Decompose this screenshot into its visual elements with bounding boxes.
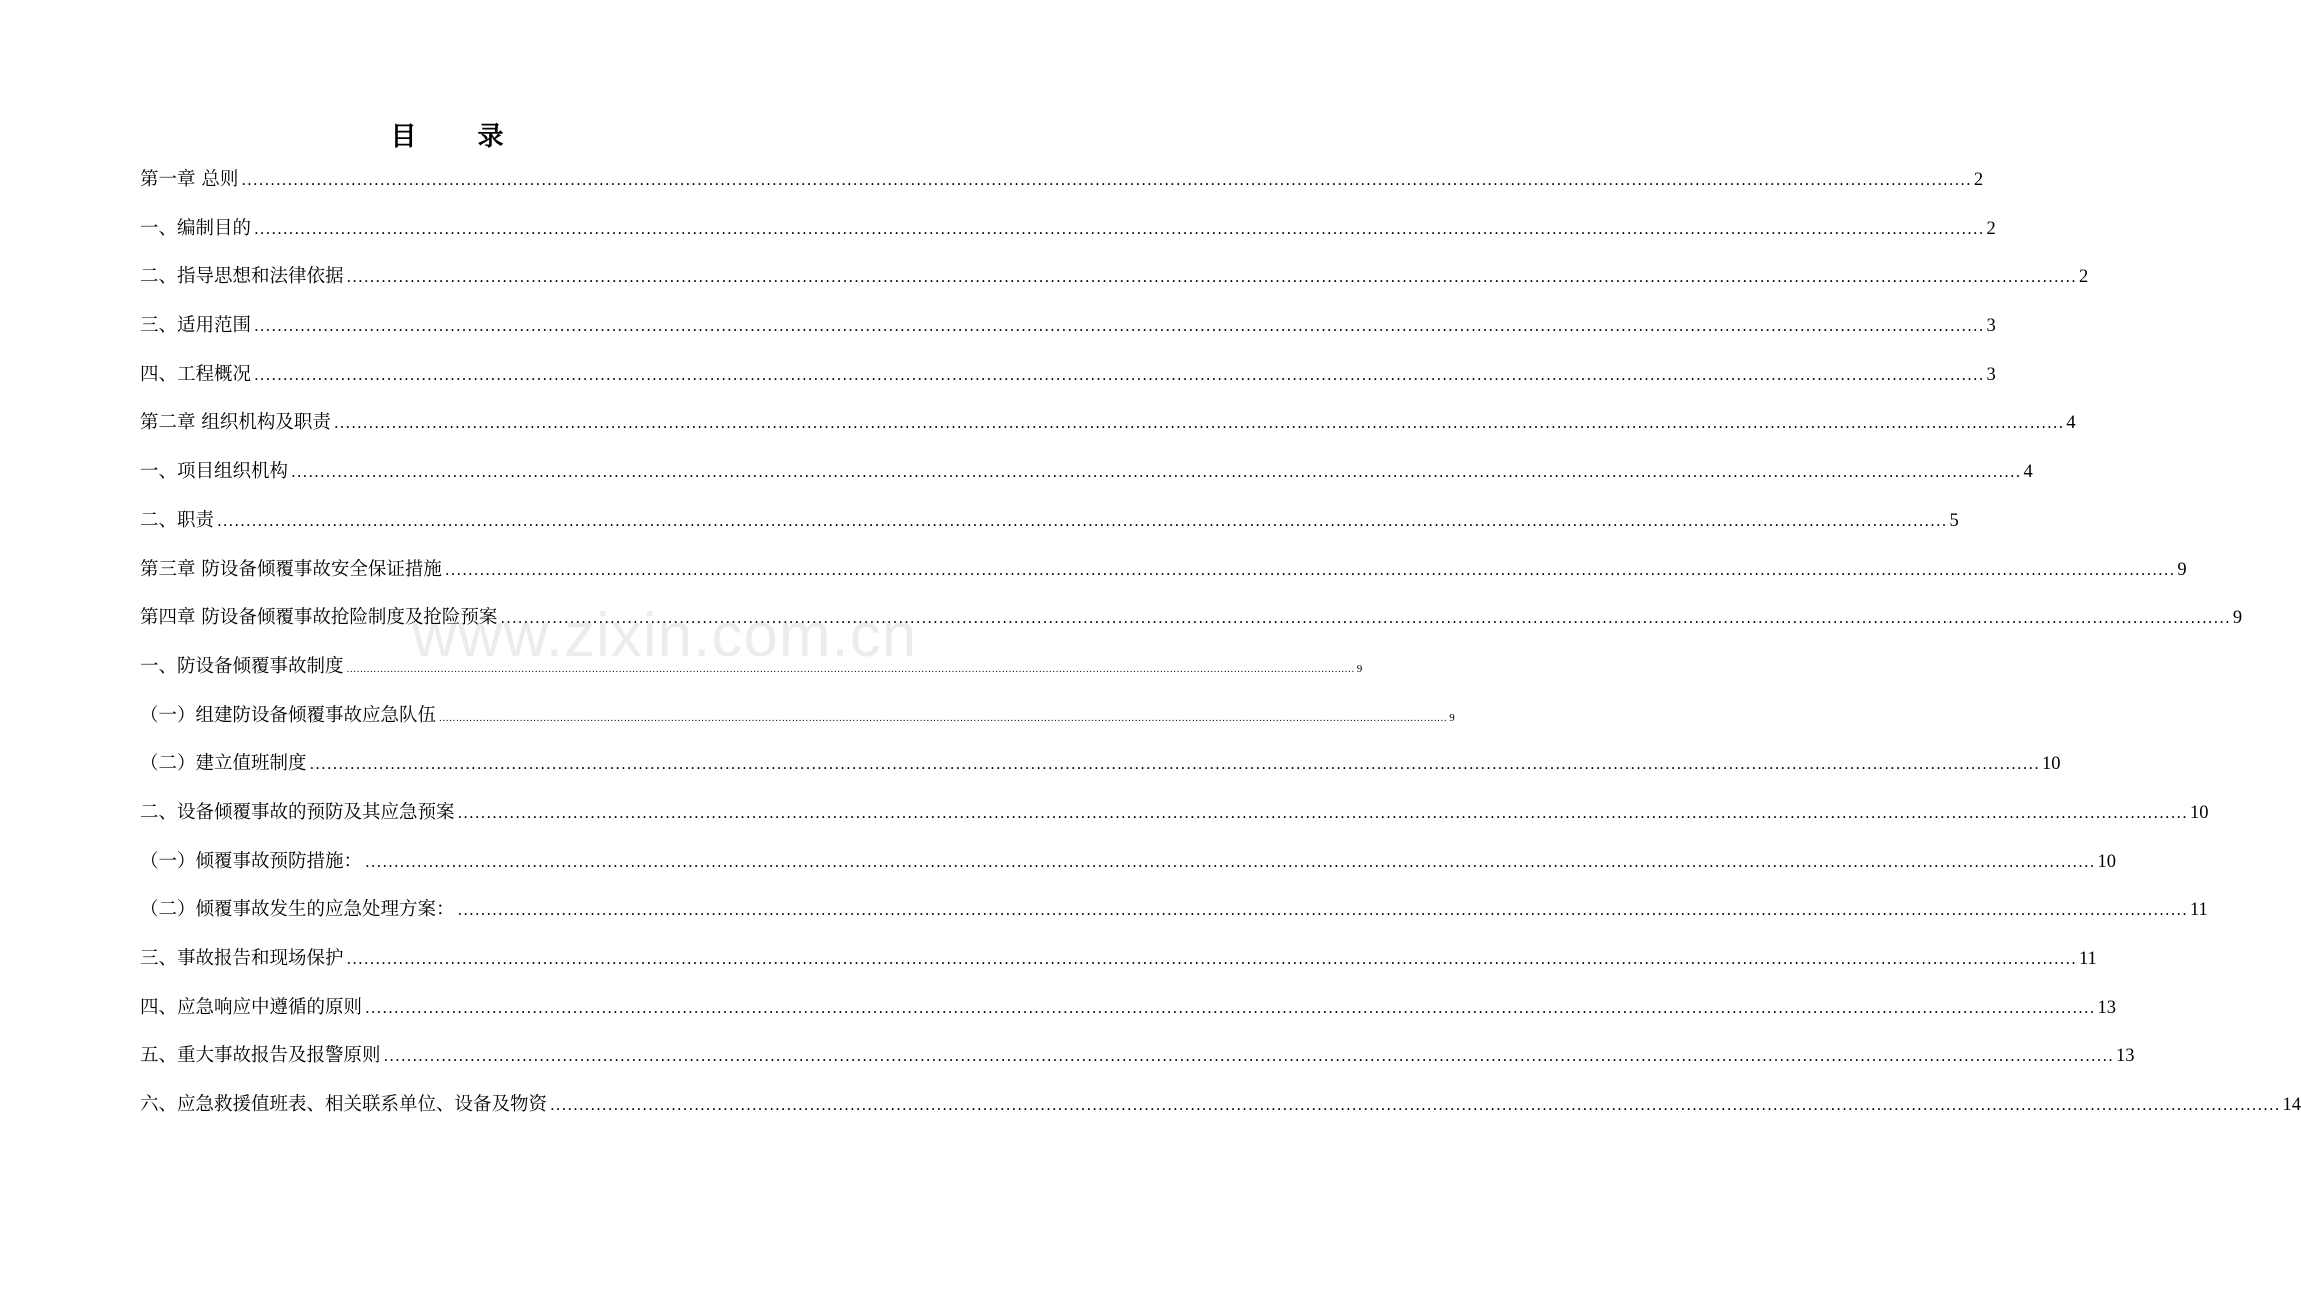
- toc-entry-label: 一、项目组织机构: [140, 461, 289, 483]
- toc-title: 目 录: [390, 122, 530, 152]
- toc-entry-page: 9: [2232, 608, 2243, 629]
- dot-leader: ............................................................................................................................................................................................................................................................................................................: [365, 998, 2096, 1017]
- toc-entry[interactable]: [140, 1036, 2135, 1085]
- toc-entry-label: 二、设备倾覆事故的预防及其应急预案: [140, 801, 455, 823]
- table-of-contents: [140, 160, 2301, 1134]
- dot-leader: ............................................................................................................................................................................................................................................................................................................: [291, 463, 2022, 482]
- dot-leader: ............................................................................................................................................................................................................................................................................................................: [550, 1096, 2281, 1115]
- toc-entry-label: （二）建立值班制度: [140, 753, 307, 775]
- dot-leader: ............................................................................................................................................................................................................................................................................................................: [254, 219, 1985, 238]
- dot-leader: ............................................................................................................................................................................................................................................................................................................: [383, 1047, 2114, 1066]
- toc-entry-label: 四、应急响应中遵循的原则: [140, 996, 363, 1018]
- dot-leader: ............................................................................................................................................................................................................................................................................................................: [500, 609, 2231, 628]
- toc-entry-page: 3: [1986, 364, 1996, 385]
- toc-entry[interactable]: [140, 842, 2116, 891]
- toc-entry-label: 三、适用范围: [140, 315, 252, 337]
- toc-entry[interactable]: [140, 696, 1455, 745]
- toc-entry-label: 五、重大事故报告及报警原则: [140, 1045, 381, 1067]
- dot-leader: ............................................................................................................................................................................................................................................................................................................: [241, 171, 1972, 189]
- dot-leader: ............................................................................................................................................................................................................................................................................................................: [254, 317, 1985, 336]
- toc-entry-label: 第一章 总则: [140, 169, 239, 190]
- toc-entry-label: （一）组建防设备倾覆事故应急队伍: [140, 704, 437, 726]
- toc-entry[interactable]: [140, 501, 1959, 550]
- toc-entry-label: 三、事故报告和现场保护: [140, 948, 344, 969]
- toc-entry[interactable]: [140, 355, 1996, 404]
- toc-entry-page: 2: [1986, 218, 1996, 239]
- toc-entry[interactable]: [140, 257, 2089, 306]
- toc-entry-label: （一）倾覆事故预防措施：: [140, 850, 363, 872]
- toc-entry-page: 13: [2115, 1046, 2135, 1067]
- toc-entry-page: 14: [2282, 1095, 2301, 1116]
- dot-leader: ............................................................................................................................................................................................................................................................................................................: [333, 414, 2065, 433]
- toc-entry-page: 13: [2097, 997, 2116, 1018]
- toc-entry[interactable]: [140, 452, 2033, 501]
- toc-entry-label: （二）倾覆事故发生的应急处理方案：: [140, 899, 455, 921]
- dot-leader: ............................................................................................................................................................................................................................................................................................................: [439, 713, 1448, 724]
- toc-entry-page: 2: [2078, 267, 2089, 288]
- toc-entry-page: 3: [1986, 316, 1996, 337]
- toc-entry-page: 5: [1949, 510, 1959, 531]
- toc-entry-label: 六、应急救援值班表、相关联系单位、设备及物资: [140, 1094, 548, 1116]
- dot-leader: ............................................................................................................................................................................................................................................................................................................: [457, 803, 2188, 822]
- toc-entry-page: 2: [1973, 170, 1984, 190]
- toc-entry-page: 9: [1356, 662, 1363, 675]
- toc-entry-label: 二、指导思想和法律依据: [140, 266, 344, 288]
- toc-entry[interactable]: [140, 744, 2061, 793]
- toc-entry[interactable]: [140, 306, 1996, 355]
- dot-leader: ............................................................................................................................................................................................................................................................................................................: [346, 950, 2077, 968]
- toc-entry[interactable]: [140, 890, 2208, 939]
- dot-leader: ............................................................................................................................................................................................................................................................................................................: [346, 268, 2077, 287]
- toc-entry-label: 二、职责: [140, 509, 215, 531]
- dot-leader: ............................................................................................................................................................................................................................................................................................................: [346, 664, 1355, 675]
- dot-leader: ............................................................................................................................................................................................................................................................................................................: [444, 560, 2176, 579]
- toc-entry-label: 第二章 组织机构及职责: [140, 412, 331, 434]
- toc-entry-page: 10: [2097, 851, 2116, 872]
- toc-entry-page: 10: [2041, 754, 2061, 775]
- toc-entry-label: 四、工程概况: [140, 363, 252, 385]
- toc-entry-page: 9: [2177, 559, 2187, 580]
- toc-entry[interactable]: [140, 647, 1363, 696]
- watermark: www.zixin.com.cn: [412, 601, 918, 670]
- toc-entry[interactable]: [140, 403, 2076, 452]
- toc-entry-page: 9: [1449, 711, 1455, 724]
- toc-entry[interactable]: [140, 939, 2097, 988]
- toc-entry[interactable]: [140, 550, 2187, 599]
- toc-entry-page: 11: [2189, 900, 2208, 921]
- toc-entry[interactable]: [140, 160, 1984, 209]
- toc-entry[interactable]: [140, 793, 2209, 842]
- dot-leader: ............................................................................................................................................................................................................................................................................................................: [254, 365, 1985, 384]
- dot-leader: ............................................................................................................................................................................................................................................................................................................: [309, 755, 2040, 774]
- toc-entry-page: 10: [2189, 802, 2209, 823]
- toc-entry[interactable]: [140, 209, 1996, 258]
- dot-leader: ............................................................................................................................................................................................................................................................................................................: [365, 852, 2096, 871]
- toc-entry-label: 一、防设备倾覆事故制度: [140, 655, 344, 677]
- toc-entry[interactable]: [140, 1085, 2301, 1134]
- dot-leader: ............................................................................................................................................................................................................................................................................................................: [457, 901, 2188, 920]
- toc-entry-label: 第四章 防设备倾覆事故抢险制度及抢险预案: [140, 607, 498, 629]
- toc-entry-page: 4: [2023, 462, 2033, 483]
- toc-entry-label: 第三章 防设备倾覆事故安全保证措施: [140, 558, 442, 580]
- toc-entry-page: 4: [2066, 413, 2076, 434]
- dot-leader: ............................................................................................................................................................................................................................................................................................................: [217, 511, 1948, 530]
- toc-entry-page: 11: [2078, 949, 2097, 969]
- toc-entry-label: 一、编制目的: [140, 217, 252, 239]
- toc-entry[interactable]: [140, 988, 2116, 1037]
